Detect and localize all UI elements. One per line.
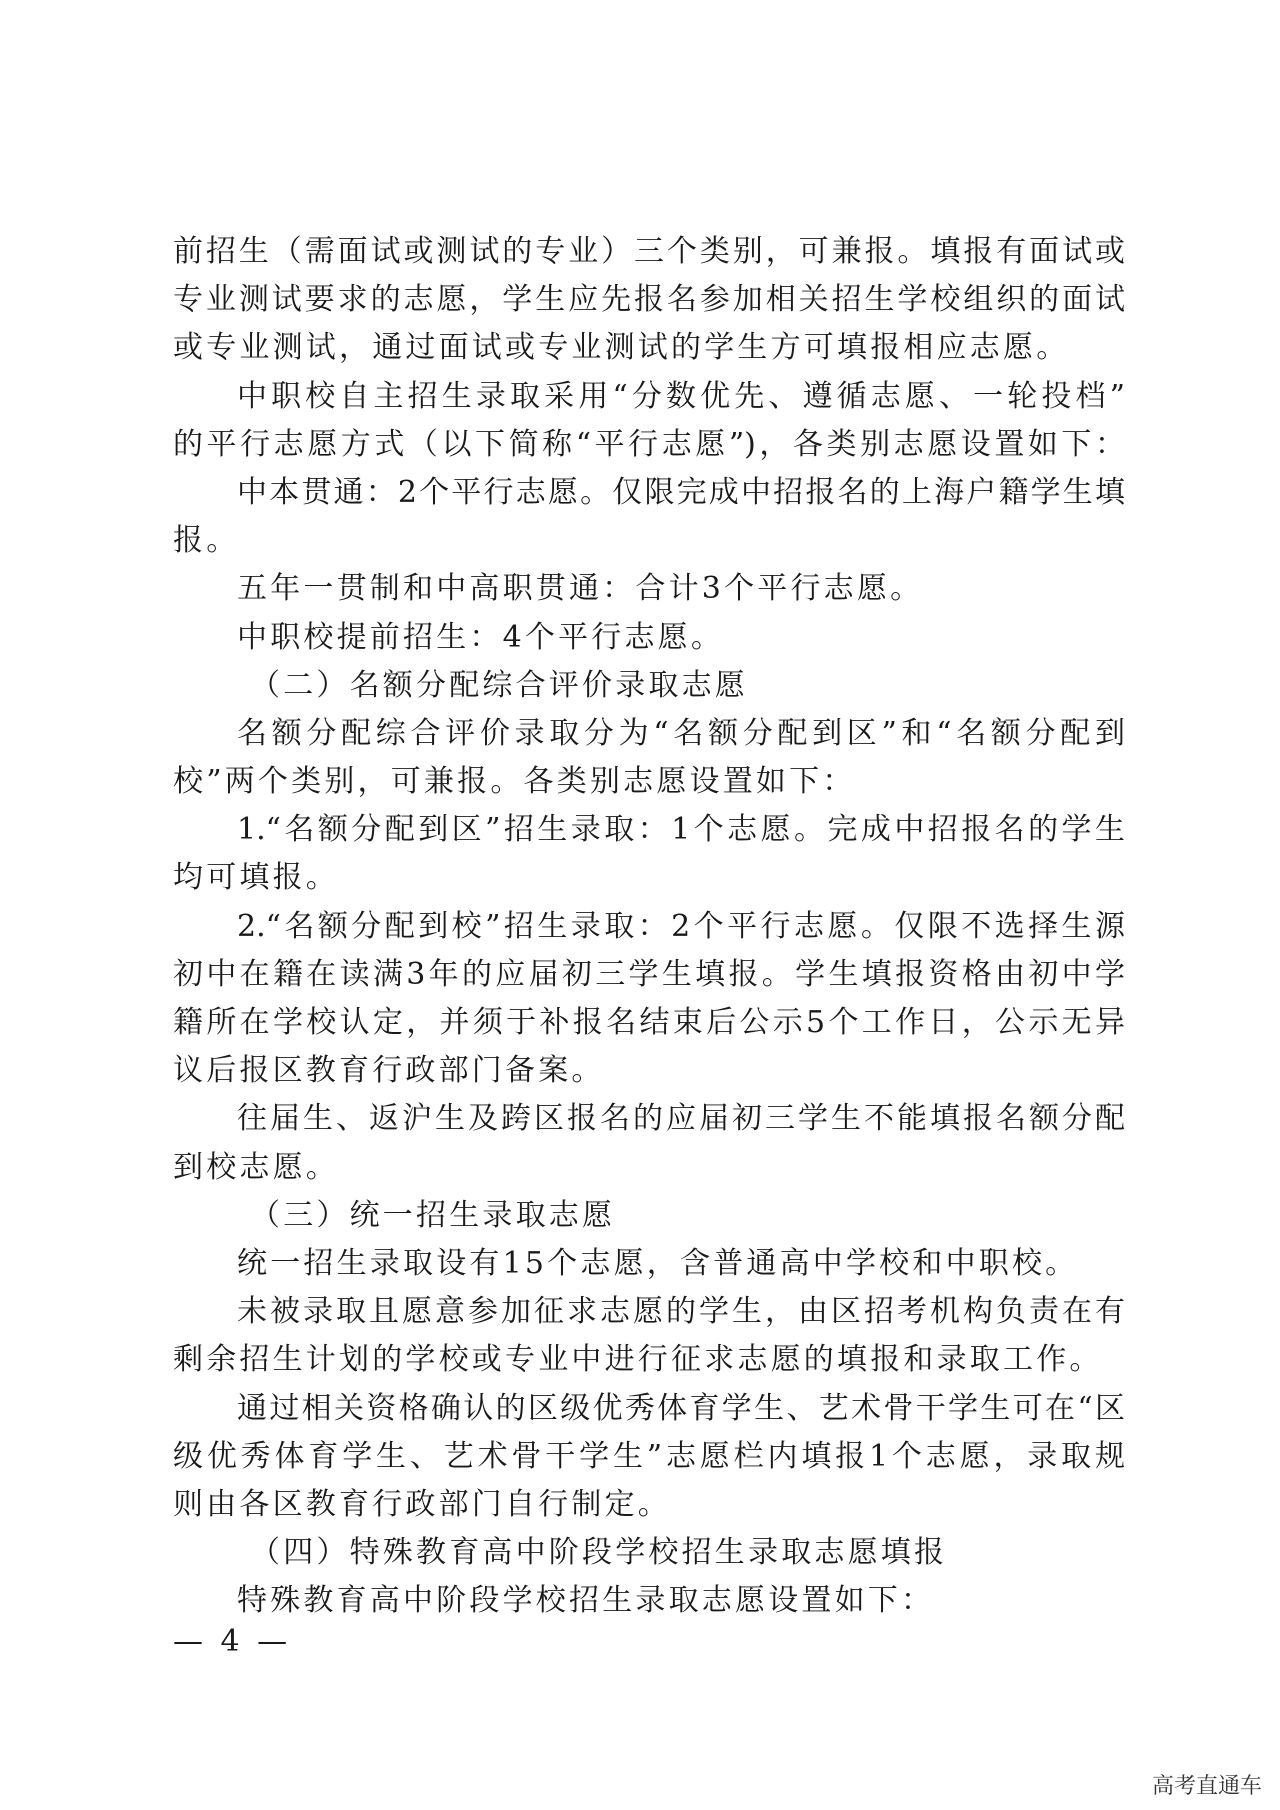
text-line: 剩余招生计划的学校或专业中进行征求志愿的填报和录取工作。 bbox=[173, 1342, 1103, 1378]
watermark: 高考直通车 bbox=[1151, 1774, 1262, 1799]
text-line: 均可填报。 bbox=[173, 860, 339, 896]
body-text bbox=[173, 228, 1125, 1625]
text-line: 专业测试要求的志愿，学生应先报名参加相关招生学校组织的面试 bbox=[173, 282, 1125, 318]
text-line: 往届生、返沪生及跨区报名的应届初三学生不能填报名额分配 bbox=[237, 1101, 1125, 1137]
section-heading: （二）名额分配综合评价录取志愿 bbox=[250, 667, 748, 703]
text-line: 初中在籍在读满3年的应届初三学生填报。学生填报资格由初中学 bbox=[173, 956, 1125, 992]
text-line: 中本贯通：2个平行志愿。仅限完成中招报名的上海户籍学生填 bbox=[237, 474, 1125, 510]
text-line: 前招生（需面试或测试的专业）三个类别，可兼报。填报有面试或 bbox=[173, 234, 1125, 269]
text-line: 统一招生录取设有15个志愿，含普通高中学校和中职校。 bbox=[237, 1245, 1079, 1281]
section-heading: （三）统一招生录取志愿 bbox=[250, 1197, 616, 1233]
text-line: 特殊教育高中阶段学校招生录取志愿设置如下： bbox=[237, 1583, 935, 1619]
text-line: 五年一贯制和中高职贯通：合计3个平行志愿。 bbox=[237, 571, 924, 607]
page-number: — 4 — bbox=[173, 1624, 292, 1659]
text-line: 中职校自主招生录取采用“分数优先、遵循志愿、一轮投档” bbox=[237, 378, 1125, 414]
text-line: 2.“名额分配到校”招生录取：2个平行志愿。仅限不选择生源 bbox=[237, 908, 1125, 944]
text-line: 则由各区教育行政部门自行制定。 bbox=[173, 1486, 671, 1522]
text-line: 议后报区教育行政部门备案。 bbox=[173, 1053, 605, 1089]
text-line: 1.“名额分配到区”招生录取：1个志愿。完成中招报名的学生 bbox=[237, 812, 1125, 848]
text-line: 的平行志愿方式（以下简称“平行志愿”)，各类别志愿设置如下： bbox=[173, 426, 1125, 462]
text-line: 名额分配综合评价录取分为“名额分配到区”和“名额分配到 bbox=[237, 715, 1125, 751]
text-line: 籍所在学校认定，并须于补报名结束后公示5个工作日，公示无异 bbox=[173, 1005, 1125, 1040]
text-line: 级优秀体育学生、艺术骨干学生”志愿栏内填报1个志愿，录取规 bbox=[173, 1438, 1125, 1474]
section-heading: （四）特殊教育高中阶段学校招生录取志愿填报 bbox=[250, 1535, 948, 1571]
text-line: 到校志愿。 bbox=[173, 1149, 339, 1185]
text-line: 校”两个类别，可兼报。各类别志愿设置如下： bbox=[173, 764, 856, 800]
text-line: 或专业测试，通过面试或专业测试的学生方可填报相应志愿。 bbox=[173, 330, 1070, 366]
text-line: 中职校提前招生：4个平行志愿。 bbox=[237, 619, 725, 655]
text-line: 报。 bbox=[173, 523, 240, 559]
text-line: 未被录取且愿意参加征求志愿的学生，由区招考机构负责在有 bbox=[237, 1294, 1125, 1330]
text-line: 通过相关资格确认的区级优秀体育学生、艺术骨干学生可在“区 bbox=[237, 1390, 1125, 1426]
